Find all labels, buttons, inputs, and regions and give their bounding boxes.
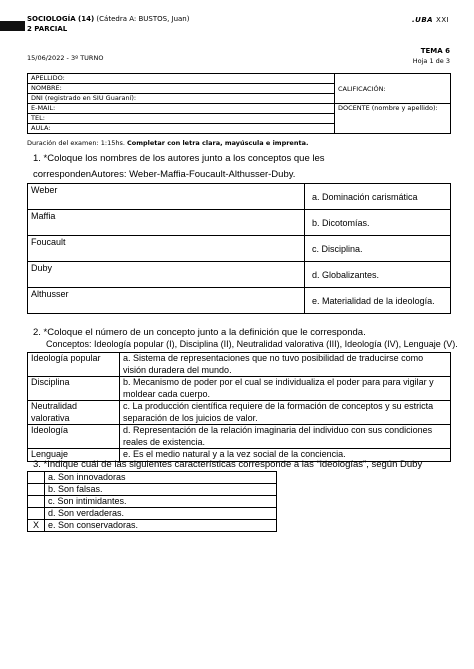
exam-title: 2 PARCIAL	[27, 25, 68, 33]
table-row	[28, 472, 277, 484]
definition-cell: e. Es el medio natural y a la vez social de la conciencia.	[120, 449, 451, 462]
author-cell[interactable]: Duby	[28, 262, 305, 288]
definition-cell: b. Mecanismo de poder por el cual se individualiza el poder para para vigilar y moldear cada cuerpo.	[120, 377, 451, 401]
table-row	[28, 377, 451, 401]
duration-note: Duración del examen: 1:15hs. Completar con letra clara, mayúscula e imprenta.	[27, 139, 309, 147]
question-2-table	[27, 352, 451, 462]
tel-field[interactable]: TEL:	[28, 114, 335, 124]
option-cell: e. Son conservadoras.	[45, 520, 277, 532]
table-row	[28, 484, 277, 496]
course-title: SOCIOLOGÍA (14) (Cátedra A: BUSTOS, Juan)	[27, 15, 190, 23]
author-cell[interactable]: Maffia	[28, 210, 305, 236]
concept-answer-cell[interactable]: Ideología	[28, 425, 120, 449]
question-2-prompt: 2. *Coloque el número de un concepto junto a la definición que le corresponda.	[33, 327, 366, 338]
uba-logo: .UBA XXI	[412, 16, 450, 24]
table-row	[28, 496, 277, 508]
table-row	[28, 508, 277, 520]
definition-cell: d. Representación de la relación imaginaria del individuo con sus condiciones reales de existencia.	[120, 425, 451, 449]
concept-cell: d. Globalizantes.	[305, 262, 451, 288]
answer-mark-cell[interactable]	[28, 472, 45, 484]
concept-answer-cell[interactable]: Ideología popular	[28, 353, 120, 377]
author-cell[interactable]: Foucault	[28, 236, 305, 262]
concept-cell: c. Disciplina.	[305, 236, 451, 262]
author-cell[interactable]: Althusser	[28, 288, 305, 314]
docente-field[interactable]: DOCENTE (nombre y apellido):	[335, 104, 451, 134]
table-row	[28, 353, 451, 377]
calificacion-field[interactable]: CALIFICACIÓN:	[335, 74, 451, 104]
answer-mark-cell[interactable]: X	[28, 520, 45, 532]
table-row	[28, 288, 451, 314]
answer-mark-cell[interactable]	[28, 484, 45, 496]
question-1-table	[27, 183, 451, 314]
concept-cell: a. Dominación carismática	[305, 184, 451, 210]
dni-field[interactable]: DNI (registrado en SIU Guaraní):	[28, 94, 335, 104]
option-cell: c. Son intimidantes.	[45, 496, 277, 508]
table-row	[28, 236, 451, 262]
tema-label: TEMA 6	[420, 47, 450, 55]
concept-answer-cell[interactable]: Neutralidad valorativa	[28, 401, 120, 425]
author-cell[interactable]: Weber	[28, 184, 305, 210]
question-2-concepts: Conceptos: Ideología popular (I), Disciplina (II), Neutralidad valorativa (III), Ideología (IV), Lenguaje (V).	[46, 339, 458, 349]
email-field[interactable]: E-MAIL:	[28, 104, 335, 114]
definition-cell: a. Sistema de representaciones que no tuvo posibilidad de traducirse como visión duradera del mundo.	[120, 353, 451, 377]
option-cell: d. Son verdaderas.	[45, 508, 277, 520]
aula-field[interactable]: AULA:	[28, 124, 335, 134]
table-row	[28, 184, 451, 210]
answer-mark-cell[interactable]	[28, 508, 45, 520]
question-1-prompt: 1. *Coloque los nombres de los autores junto a los conceptos que les	[33, 153, 325, 164]
page-indicator: Hoja 1 de 3	[412, 57, 450, 65]
definition-cell: c. La producción científica requiere de la formación de conceptos y su estricta separación de los juicios de valor.	[120, 401, 451, 425]
student-id-table	[27, 73, 451, 134]
option-cell: b. Son falsas.	[45, 484, 277, 496]
table-row	[28, 425, 451, 449]
table-row	[28, 262, 451, 288]
concept-answer-cell[interactable]: Lenguaje	[28, 449, 120, 462]
concept-answer-cell[interactable]: Disciplina	[28, 377, 120, 401]
table-row	[28, 210, 451, 236]
option-cell: a. Son innovadoras	[45, 472, 277, 484]
exam-date: 15/06/2022 - 3º TURNO	[27, 54, 104, 62]
apellido-field[interactable]: APELLIDO:	[28, 74, 335, 84]
question-3-table	[27, 471, 277, 532]
concept-cell: b. Dicotomías.	[305, 210, 451, 236]
question-3-prompt: 3. *Indique cuál de las siguientes características corresponde a las “ideologías”, según Duby	[33, 459, 423, 470]
nombre-field[interactable]: NOMBRE:	[28, 84, 335, 94]
table-row	[28, 401, 451, 425]
black-tab-marker	[0, 21, 25, 31]
answer-mark-cell[interactable]	[28, 496, 45, 508]
concept-cell: e. Materialidad de la ideología.	[305, 288, 451, 314]
table-row	[28, 520, 277, 532]
question-1-authors: correspondenAutores: Weber-Maffia-Foucault-Althusser-Duby.	[33, 169, 296, 180]
